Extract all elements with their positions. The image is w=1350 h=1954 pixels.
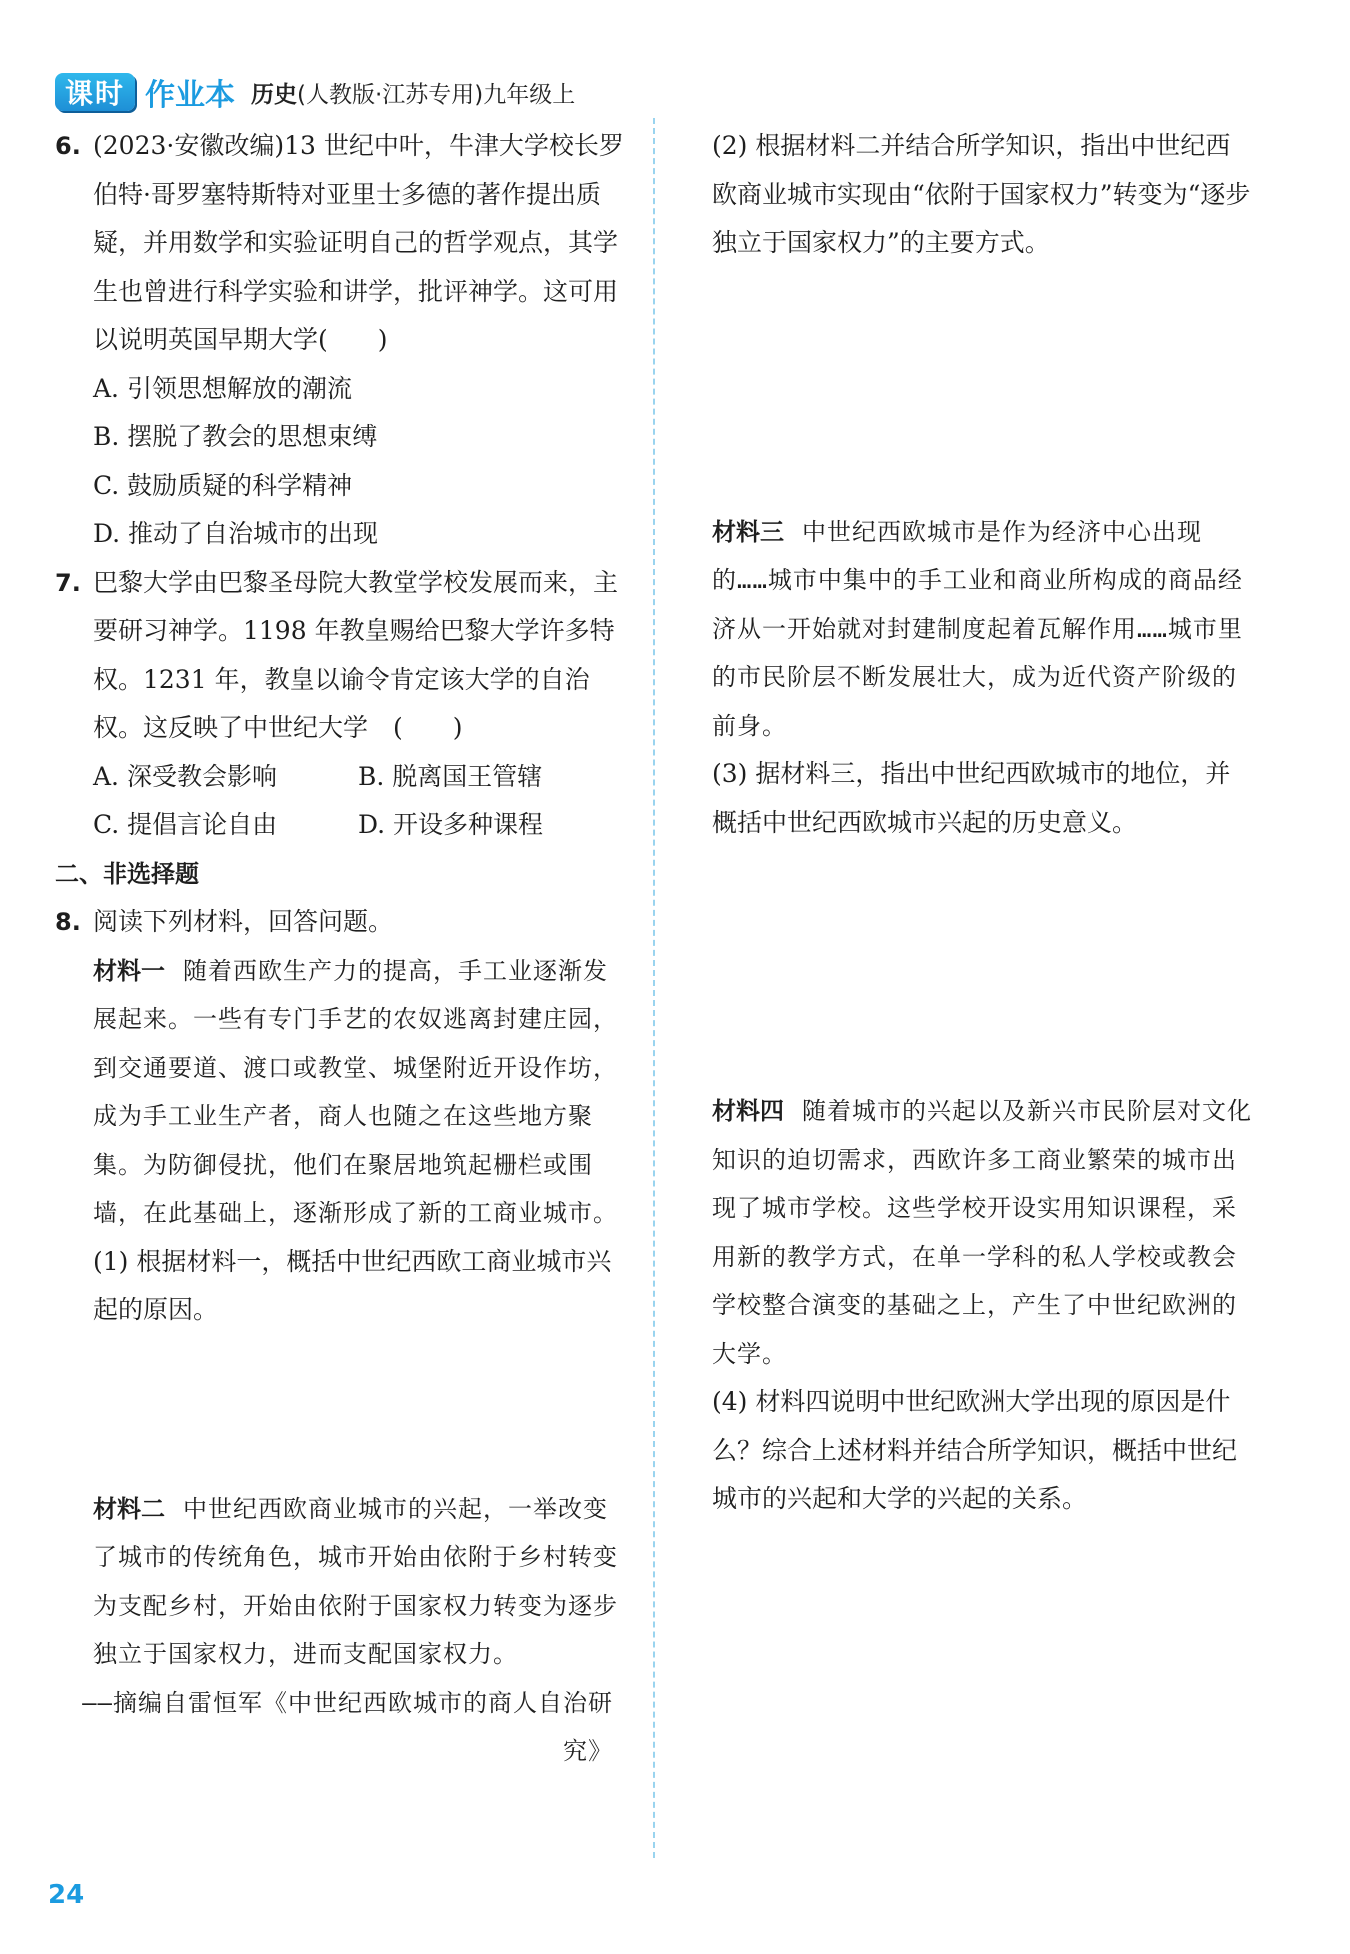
question-intro: 阅读下列材料，回答问题。 [93, 907, 394, 936]
brand-logo: 课时 [55, 73, 135, 111]
material-text: 随着西欧生产力的提高，手工业逐渐发展起来。一些有专门手艺的农奴逃离封建庄园，到交通要道、渡口或教堂、城堡附近开设作坊，成为手工业生产者，商人也随之在这些地方聚集。为防御侵扰，他们在聚居地筑起栅栏或围墙，在此基础上，逐渐形成了新的工商业城市。 [93, 956, 618, 1227]
option-6b: B. 摆脱了教会的思想束缚 [93, 422, 378, 451]
options-row [55, 801, 625, 850]
sub-question-3: (3) 据材料三，指出中世纪西欧城市的地位，并概括中世纪西欧城市兴起的历史意义。 [712, 759, 1231, 837]
option-6d: D. 推动了自治城市的出现 [93, 519, 379, 548]
subject-line [251, 76, 575, 109]
material-label: 材料一 [93, 956, 165, 985]
left-column [55, 122, 625, 1776]
sub-question-1: (1) 根据材料一，概括中世纪西欧工商业城市兴起的原因。 [93, 1246, 612, 1324]
question-stem: (2023·安徽改编)13 世纪中叶，牛津大学校长罗伯特·哥罗塞特斯特对亚里士多德的著作提出质疑，并用数学和实验证明自己的哲学观点，其学生也曾进行科学实验和讲学，批评神学。这可用以说明英国早期大学( ) [93, 131, 624, 354]
answer-space [712, 268, 1252, 508]
material-label: 材料四 [712, 1097, 784, 1125]
question-number: 6. [55, 132, 81, 160]
question-6 [55, 122, 625, 365]
question-8 [55, 898, 625, 947]
material-4 [712, 1087, 1252, 1378]
material-label: 材料三 [712, 517, 784, 546]
options-row [55, 753, 625, 802]
option-6a: A. 引领思想解放的潮流 [93, 373, 352, 403]
series-title: 作业本 [145, 78, 236, 113]
subject-edition: (人教版·江苏专用)九年级上 [297, 81, 576, 108]
material-text: 中世纪西欧商业城市的兴起，一举改变了城市的传统角色，城市开始由依附于乡村转变为支配乡村，开始由依附于国家权力转变为逐步独立于国家权力，进而支配国家权力。 [93, 1494, 618, 1668]
option-6c: C. 鼓励质疑的科学精神 [93, 470, 353, 500]
answer-space [712, 847, 1252, 1087]
subject-name: 历史 [251, 81, 298, 108]
column-divider [653, 118, 655, 1858]
material-1 [55, 947, 625, 1238]
material-3 [712, 508, 1252, 751]
page-header [55, 70, 575, 114]
material-2 [55, 1485, 625, 1679]
right-column [712, 122, 1252, 1524]
option-7b: B. 脱离国王管辖 [358, 761, 543, 791]
option-7a: A. 深受教会影响 [93, 761, 277, 791]
question-7 [55, 559, 625, 753]
question-number: 8. [55, 908, 81, 936]
page-number: 24 [48, 1880, 85, 1910]
material-text: 随着城市的兴起以及新兴市民阶层对文化知识的迫切需求，西欧许多工商业繁荣的城市出现了城市学校。这些学校开设实用知识课程，采用新的教学方式，在单一学科的私人学校或教会学校整合演变的基础之上，产生了中世纪欧洲的大学。 [712, 1097, 1252, 1368]
answer-space [55, 1335, 625, 1485]
question-stem: 巴黎大学由巴黎圣母院大教堂学校发展而来，主要研习神学。1198 年教皇赐给巴黎大学许多特权。1231 年，教皇以谕令肯定该大学的自治权。这反映了中世纪大学 ( ) [93, 567, 619, 742]
material-label: 材料二 [93, 1494, 165, 1523]
sub-question-4: (4) 材料四说明中世纪欧洲大学出现的原因是什么？综合上述材料并结合所学知识，概括中世纪城市的兴起和大学的兴起的关系。 [712, 1387, 1238, 1513]
question-number: 7. [55, 568, 81, 597]
option-7d: D. 开设多种课程 [358, 810, 544, 839]
material-source: ——摘编自雷恒军《中世纪西欧城市的商人自治研究》 [82, 1688, 613, 1765]
material-text: 中世纪西欧城市是作为经济中心出现的……城市中集中的手工业和商业所构成的商品经济从一开始就对封建制度起着瓦解作用……城市里的市民阶层不断发展壮大，成为近代资产阶级的前身。 [712, 517, 1243, 740]
option-7c: C. 提倡言论自由 [93, 810, 278, 839]
sub-question-2: (2) 根据材料二并结合所学知识，指出中世纪西欧商业城市实现由“依附于国家权力”转变为“逐步独立于国家权力”的主要方式。 [712, 131, 1251, 257]
section-heading: 二、非选择题 [55, 859, 199, 888]
